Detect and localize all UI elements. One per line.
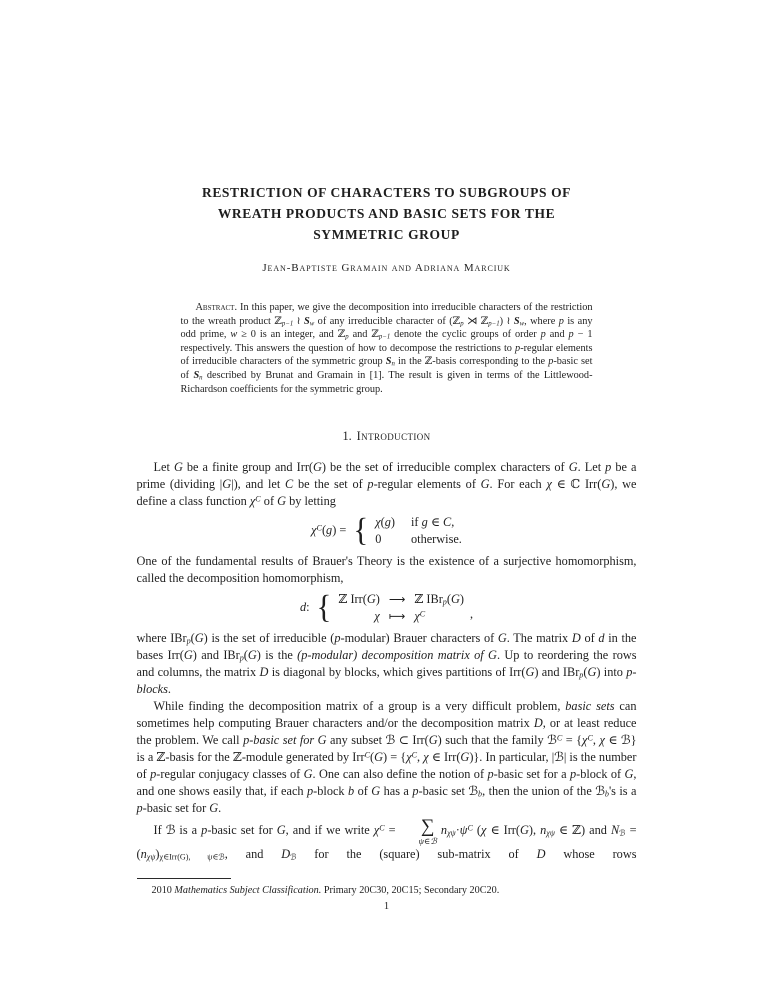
section-title: Introduction: [356, 429, 431, 444]
long-right-arrow-icon: ⟶: [388, 592, 406, 607]
abstract-text: In this paper, we give the decomposition into irreducible characters of the restriction to the wreath product ℤp−1 ≀ Sw of any irreducible character of (ℤp ⋊ ℤp−1) ≀ Sw, where p is any odd prime, w ≥ 0 is an integer, and ℤp and ℤp−1 denote the cyclic groups of order p and p − 1 respectively. This answers the question of how to decompose the restrictions to p-regular elements of irreducible characters of the symmetric group Sn in the ℤ-basis corresponding to the p-basic set of Sn described by Brunat and Gramain in [1]. The result is given in terms of the Littlewood-Richardson coefficients for the symmetric group.: [180, 302, 593, 395]
map-codomain: ℤ IBrp(G): [414, 592, 464, 607]
map-element: χ: [374, 608, 380, 623]
footnote-text: 2010 Mathematics Subject Classification. Primary 20C30, 20C15; Secondary 20C20.: [151, 884, 500, 896]
text-block: [137, 0, 637, 912]
map-prefix: d:: [299, 600, 310, 615]
footnote-rule: [137, 878, 231, 879]
paragraph-intro-3: where IBrp(G) is the set of irreducible (p-modular) Brauer characters of G. The matrix D of d in the bases Irr(G) and IBrp(G) is the (p-modular) decomposition matrix of G. Up to reordering the rows and columns, the matrix D is diagonal by blocks, which gives partitions of Irr(G) and IBrp(G) into p-blocks.: [136, 631, 637, 697]
left-brace: {: [316, 588, 332, 626]
abstract: [181, 301, 593, 396]
abstract-label: Abstract.: [195, 302, 238, 313]
section-heading: [137, 429, 637, 444]
title-line-2: WREATH PRODUCTS AND BASIC SETS FOR THE: [217, 206, 556, 221]
case-value-2: 0: [375, 531, 382, 546]
footnote: [137, 878, 637, 897]
equation-trailing-comma: ,: [469, 607, 474, 622]
equation-lhs: $\chi^C(g)$ =: [311, 523, 347, 538]
case-condition-1: if g ∈ C,: [411, 515, 455, 530]
equation-decomposition-map: [137, 588, 637, 626]
equation-class-function: [137, 511, 637, 549]
maps-to-arrow-icon: ⟼: [388, 608, 406, 623]
title-line-1: RESTRICTION OF CHARACTERS TO SUBGROUPS OF: [201, 185, 572, 200]
map-grid: [338, 591, 464, 624]
paragraph-intro-4: While finding the decomposition matrix of a group is a very difficult problem, basic sets can sometimes help computing Brauer characters and/or the decomposition matrix D, or at least reduce the problem. We call p-basic set for G any subset ℬ ⊂ Irr(G) such that the family ℬ$^C$ = {$\chi^C$, χ ∈ ℬ} is a ℤ-basis for the ℤ-module generated by $Irr^C(G) = \{\chi^C$, χ ∈ Irr(G)}. In particular, |ℬ| is the number of p-regular conjugacy classes of G. One can also define the notion of p-basic set for a p-block of G, and one shows easily that, if each p-block b of G has a p-basic set ℬb, then the union of the ℬb's is a p-basic set for G.: [136, 699, 637, 816]
paper-title: [137, 182, 637, 245]
cases-grid: [375, 514, 462, 547]
map-domain: ℤ Irr(G): [338, 592, 380, 607]
case-condition-2: otherwise.: [411, 531, 462, 546]
paragraph-intro-2: One of the fundamental results of Brauer's Theory is the existence of a surjective homomorphism, called the decomposition homomorphism,: [136, 554, 637, 586]
paragraph-intro-5: If ℬ is a p-basic set for G, and if we write $\chi^C$ = ∑ ψ∈ℬ $n\chi\psi\cdot\psi^C$ (χ ∈ Irr(G), nχψ ∈ ℤ) and Nℬ = (nχψ)χ∈Irr(G), ψ∈ℬ, and Dℬ for the (square) sub-matrix of D whose rows: [136, 816, 637, 862]
case-value-1: χ(g): [375, 515, 395, 530]
paragraph-intro-1: Let G be a finite group and Irr(G) be the set of irreducible complex characters of G. Let p be a prime (dividing |G|), and let C be the set of p-regular elements of G. For each χ ∈ ℂ Irr(G), we define a class function $\chi^C$ of G by letting: [136, 460, 637, 509]
authors: Jean-Baptiste Gramain and Adriana Marciuk: [262, 262, 511, 274]
left-brace: {: [353, 511, 369, 549]
title-line-3: SYMMETRIC GROUP: [313, 227, 460, 242]
map-image: $\chi^C$: [414, 608, 426, 623]
section-number: 1.: [342, 429, 352, 444]
page-number: 1: [383, 900, 390, 912]
